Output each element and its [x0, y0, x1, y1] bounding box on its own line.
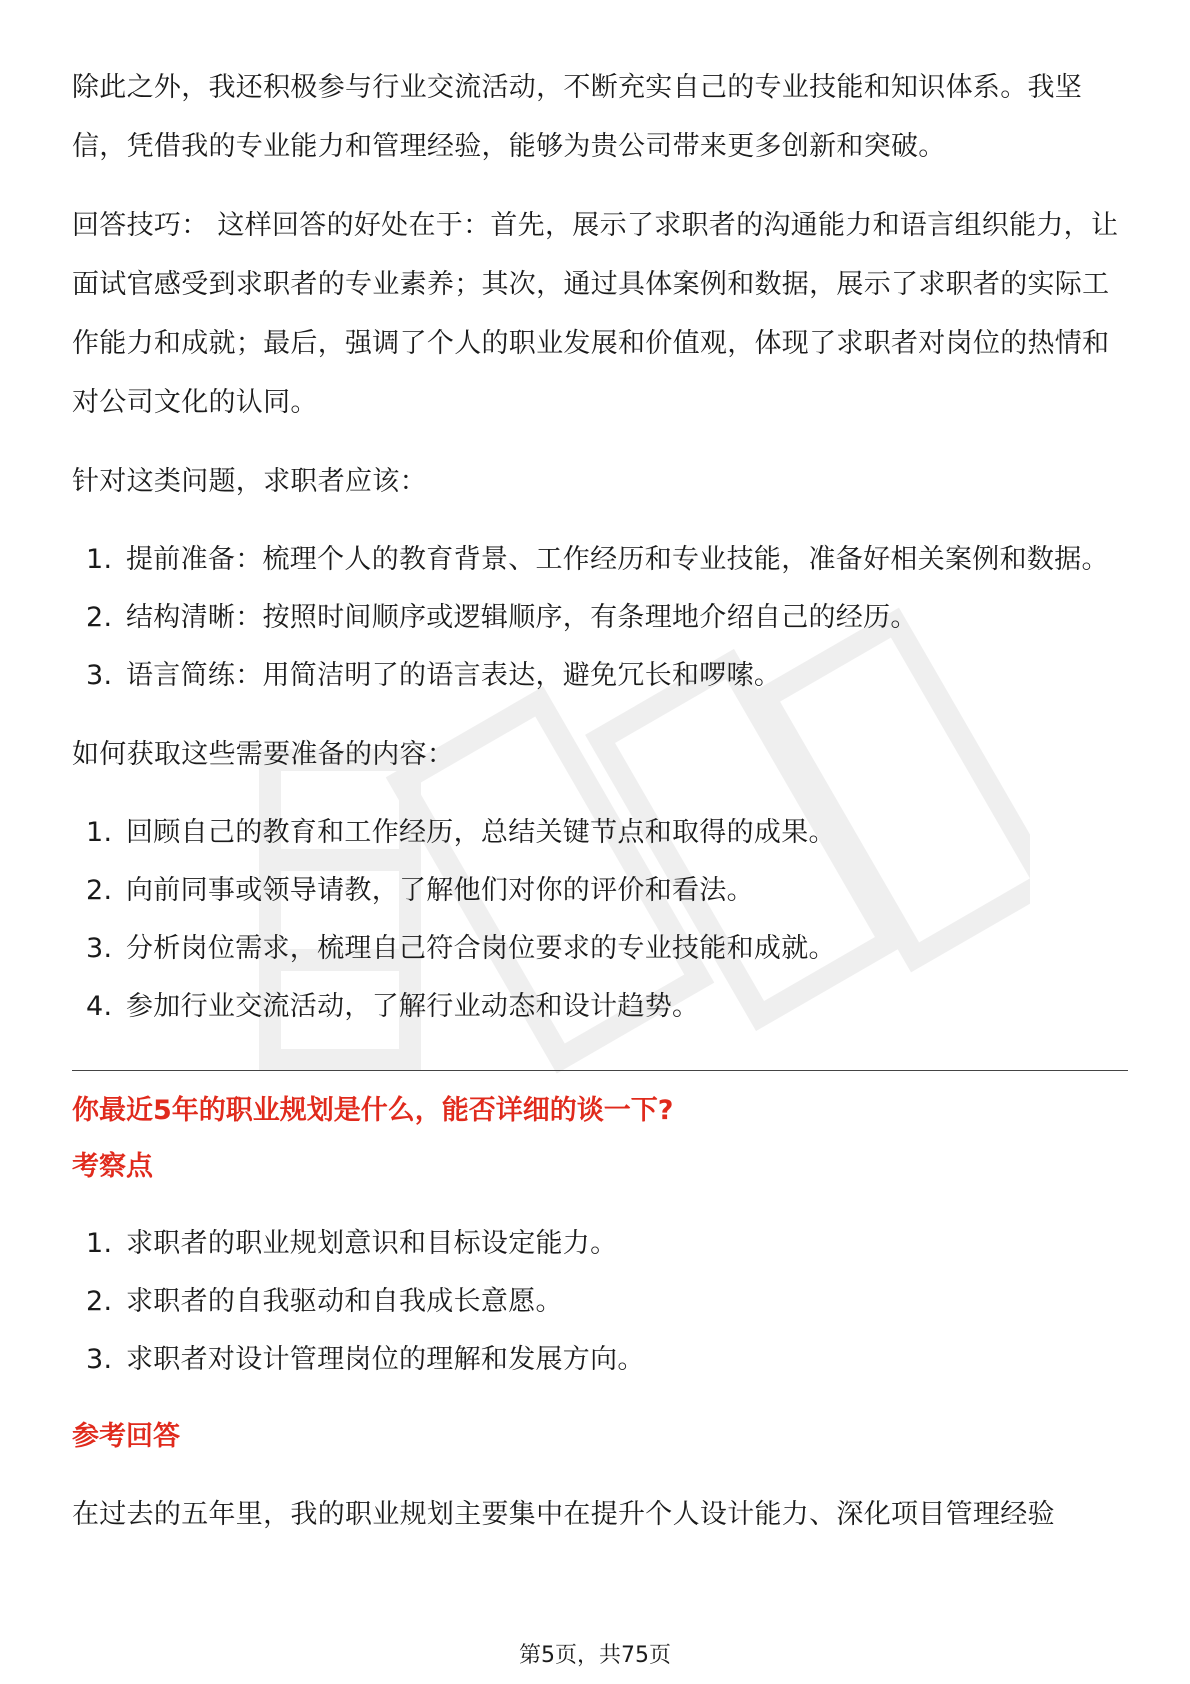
list-number: 3. [86, 1344, 113, 1375]
list-item [72, 531, 1128, 589]
page-footer: 第5页，共75页 [519, 1643, 671, 1668]
list-item [72, 1273, 1128, 1331]
list-item-text: 语言简练：用简洁明了的语言表达，避免冗长和啰嗦。 [126, 660, 782, 691]
list-number: 2. [86, 875, 113, 906]
focus-list [72, 1215, 1128, 1389]
list-item-text: 回顾自己的教育和工作经历，总结关键节点和取得的成果。 [126, 817, 836, 848]
list-item-text: 求职者对设计管理岗位的理解和发展方向。 [126, 1344, 645, 1375]
intro-continued-paragraph: 除此之外，我还积极参与行业交流活动，不断充实自己的专业技能和知识体系。我坚信，凭借我的专业能力和管理经验，能够为贵公司带来更多创新和突破。 [72, 72, 1083, 162]
list-item [72, 920, 1128, 978]
list-item [72, 647, 1128, 705]
list-number: 2. [86, 1286, 113, 1317]
list-number: 1. [86, 817, 113, 848]
list-item-text: 求职者的职业规划意识和目标设定能力。 [126, 1228, 618, 1259]
list-number: 1. [86, 1228, 113, 1259]
list-item-text: 参加行业交流活动，了解行业动态和设计趋势。 [126, 991, 700, 1022]
list-number: 3. [86, 933, 113, 964]
list-item [72, 804, 1128, 862]
advice-heading: 针对这类问题，求职者应该： [72, 466, 427, 497]
list-item [72, 1215, 1128, 1273]
list-item-text: 提前准备：梳理个人的教育背景、工作经历和专业技能，准备好相关案例和数据。 [126, 544, 1109, 575]
list-item-text: 分析岗位需求，梳理自己符合岗位要求的专业技能和成就。 [126, 933, 836, 964]
list-number: 4. [86, 991, 113, 1022]
list-item-text: 求职者的自我驱动和自我成长意愿。 [126, 1286, 563, 1317]
list-item [72, 862, 1128, 920]
list-number: 2. [86, 602, 113, 633]
list-item [72, 589, 1128, 647]
list-item [72, 978, 1128, 1036]
answer-heading: 参考回答 [72, 1421, 180, 1452]
question-title: 你最近5年的职业规划是什么，能否详细的谈一下? [72, 1095, 674, 1126]
list-item-text: 结构清晰：按照时间顺序或逻辑顺序，有条理地介绍自己的经历。 [126, 602, 918, 633]
list-number: 3. [86, 660, 113, 691]
prepare-heading: 如何获取这些需要准备的内容： [72, 739, 455, 770]
list-number: 1. [86, 544, 113, 575]
document-page [72, 58, 1128, 1544]
prepare-list [72, 804, 1128, 1036]
focus-heading: 考察点 [72, 1151, 153, 1182]
list-item [72, 1331, 1128, 1389]
answer-paragraph: 在过去的五年里，我的职业规划主要集中在提升个人设计能力、深化项目管理经验 [72, 1499, 1055, 1530]
advice-list [72, 531, 1128, 705]
list-item-text: 向前同事或领导请教，了解他们对你的评价和看法。 [126, 875, 754, 906]
answer-tips-paragraph: 回答技巧： 这样回答的好处在于：首先，展示了求职者的沟通能力和语言组织能力，让面试官感受到求职者的专业素养；其次，通过具体案例和数据，展示了求职者的实际工作能力和成就；最后，强调了个人的职业发展和价值观，体现了求职者对岗位的热情和对公司文化的认同。 [72, 210, 1119, 418]
section-divider [72, 1070, 1128, 1071]
